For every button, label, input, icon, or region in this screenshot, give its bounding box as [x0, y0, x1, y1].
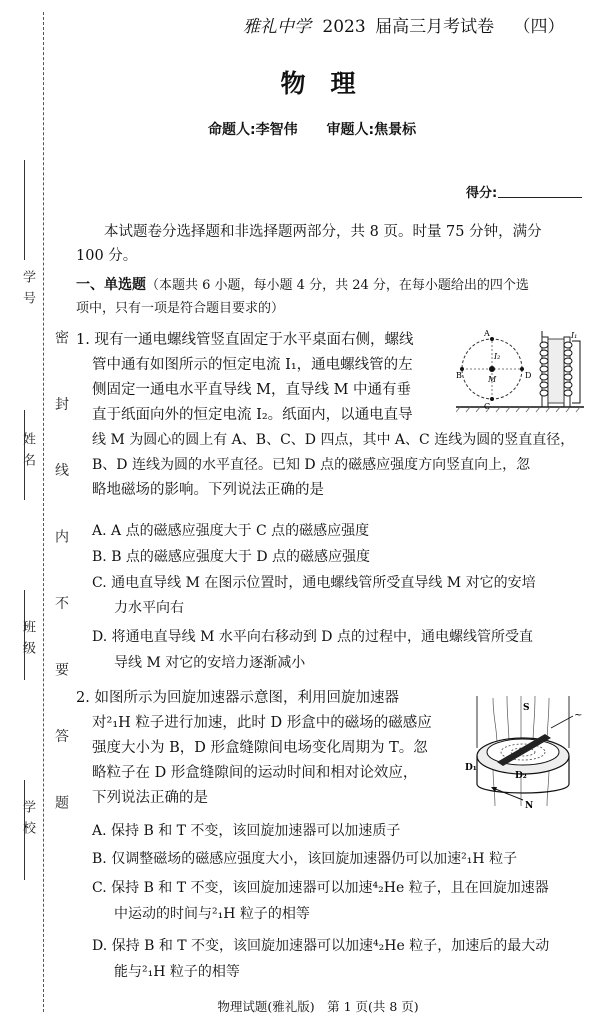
score-field[interactable] — [498, 197, 582, 198]
label-s: S — [523, 703, 530, 713]
reviewer: 审题人:焦景标 — [326, 122, 417, 138]
exam-header — [243, 12, 564, 37]
q1-line: 1. 现有一通电螺线管竖直固定于水平桌面右侧，螺线 — [76, 332, 414, 348]
school-name: 雅礼中学 — [243, 17, 311, 37]
intro-line2: 100 分。 — [76, 248, 138, 264]
section-desc1: （本题共 6 小题，每小题 4 分，共 24 分，在每小题给出的四个选 — [146, 278, 529, 293]
q2-line: 下列说法正确的是 — [92, 790, 208, 806]
intro-line1: 本试题卷分选择题和非选择题两部分，共 8 页。时量 75 分钟，满分 — [104, 224, 542, 240]
id-label: 学 号 — [20, 270, 35, 307]
label-d1: D₁ — [465, 763, 477, 773]
q1-option-c-cont: 力水平向右 — [114, 600, 184, 616]
label-ac: ~ — [574, 710, 583, 721]
label-b: B — [456, 371, 462, 380]
q1-option-d-cont: 导线 M 对它的安培力逐渐减小 — [114, 655, 306, 671]
q2-line: 对²₁H 粒子进行加速，此时 D 形盒中的磁场的磁感应 — [92, 715, 432, 731]
section-desc2: 项中，只有一项是符合题目要求的） — [76, 301, 285, 316]
q1-line: 管中通有如图所示的恒定电流 I₁，通电螺线管的左 — [92, 357, 413, 373]
q2-option-d: D. 保持 B 和 T 不变，该回旋加速器可以加速⁴₂He 粒子，加速后的最大动 — [92, 938, 550, 954]
q2-option-d-cont: 能与²₁H 粒子的相等 — [114, 964, 240, 980]
school-label: 学 校 — [20, 800, 35, 837]
label-m: M — [488, 375, 497, 384]
q1-line: 线 M 为圆心的圆上有 A、B、C、D 四点，其中 A、C 连线为圆的竖直直径， — [92, 432, 575, 448]
solenoid-figure — [456, 327, 584, 413]
exam-name: 届高三月考试卷 — [375, 17, 495, 37]
exam-year: 2023 — [322, 17, 366, 37]
q1-option-b: B. B 点的磁感应强度大于 D 点的磁感应强度 — [92, 549, 371, 565]
q2-option-c-cont: 中运动的时间与²₁H 粒子的相等 — [114, 906, 310, 922]
page-footer: 物理试题(雅礼版) 第 1 页(共 8 页) — [217, 999, 419, 1014]
q2-option-b: B. 仅调整磁场的磁感应强度大小，该回旋加速器仍可以加速²₁H 粒子 — [92, 851, 518, 867]
class-label: 班 级 — [20, 620, 35, 657]
q2-line: 2. 如图所示为回旋加速器示意图，利用回旋加速器 — [76, 690, 399, 706]
label-i1: I₁ — [571, 331, 578, 340]
score-label: 得分: — [466, 186, 498, 201]
q1-line: 侧固定一通电水平直导线 M，直导线 M 中通有垂 — [92, 382, 412, 398]
name-label: 姓 名 — [20, 432, 35, 469]
q1-line: 略地磁场的影响。下列说法正确的是 — [92, 482, 324, 498]
q1-option-a: A. A 点的磁感应强度大于 C 点的磁感应强度 — [92, 523, 370, 539]
section-heading — [76, 273, 529, 298]
q2-line: 略粒子在 D 形盒缝隙间的运动时间和相对论效应， — [92, 765, 418, 781]
label-a: A — [484, 329, 490, 338]
q1-option-d: D. 将通电直导线 M 水平向右移动到 D 点的过程中，通电螺线管所受直 — [92, 629, 533, 645]
label-d2: D₂ — [515, 771, 527, 781]
label-c: C — [484, 402, 491, 411]
authors — [208, 119, 416, 139]
cyclotron-figure — [463, 688, 584, 810]
label-d: D — [525, 371, 532, 380]
section-title: 一、单选题 — [76, 277, 146, 293]
q2-line: 强度大小为 B，D 形盒缝隙间电场变化周期为 T。忽 — [92, 740, 428, 756]
q2-option-a: A. 保持 B 和 T 不变，该回旋加速器可以加速质子 — [92, 823, 401, 839]
page-title: 物 理 — [280, 69, 356, 98]
id-underline — [24, 160, 25, 260]
q1-option-c: C. 通电直导线 M 在图示位置时，通电螺线管所受直导线 M 对它的安培 — [92, 575, 536, 591]
setter: 命题人:李智伟 — [208, 122, 298, 138]
q1-line: 直于纸面向外的恒定电流 I₂。纸面内，以通电直导 — [92, 407, 413, 423]
exam-number: （四） — [513, 17, 565, 37]
label-n: N — [525, 801, 534, 810]
seal-line — [43, 12, 44, 1012]
label-i2: I₂ — [494, 352, 501, 361]
q2-option-c: C. 保持 B 和 T 不变，该回旋加速器可以加速⁴₂He 粒子，且在回旋加速器 — [92, 880, 549, 896]
q1-line: B、D 连线为圆的水平直径。已知 D 点的磁感应强度方向竖直向上，忽 — [92, 457, 531, 473]
seal-notice: 密 封 线 内 不 要 答 题 — [53, 330, 69, 834]
